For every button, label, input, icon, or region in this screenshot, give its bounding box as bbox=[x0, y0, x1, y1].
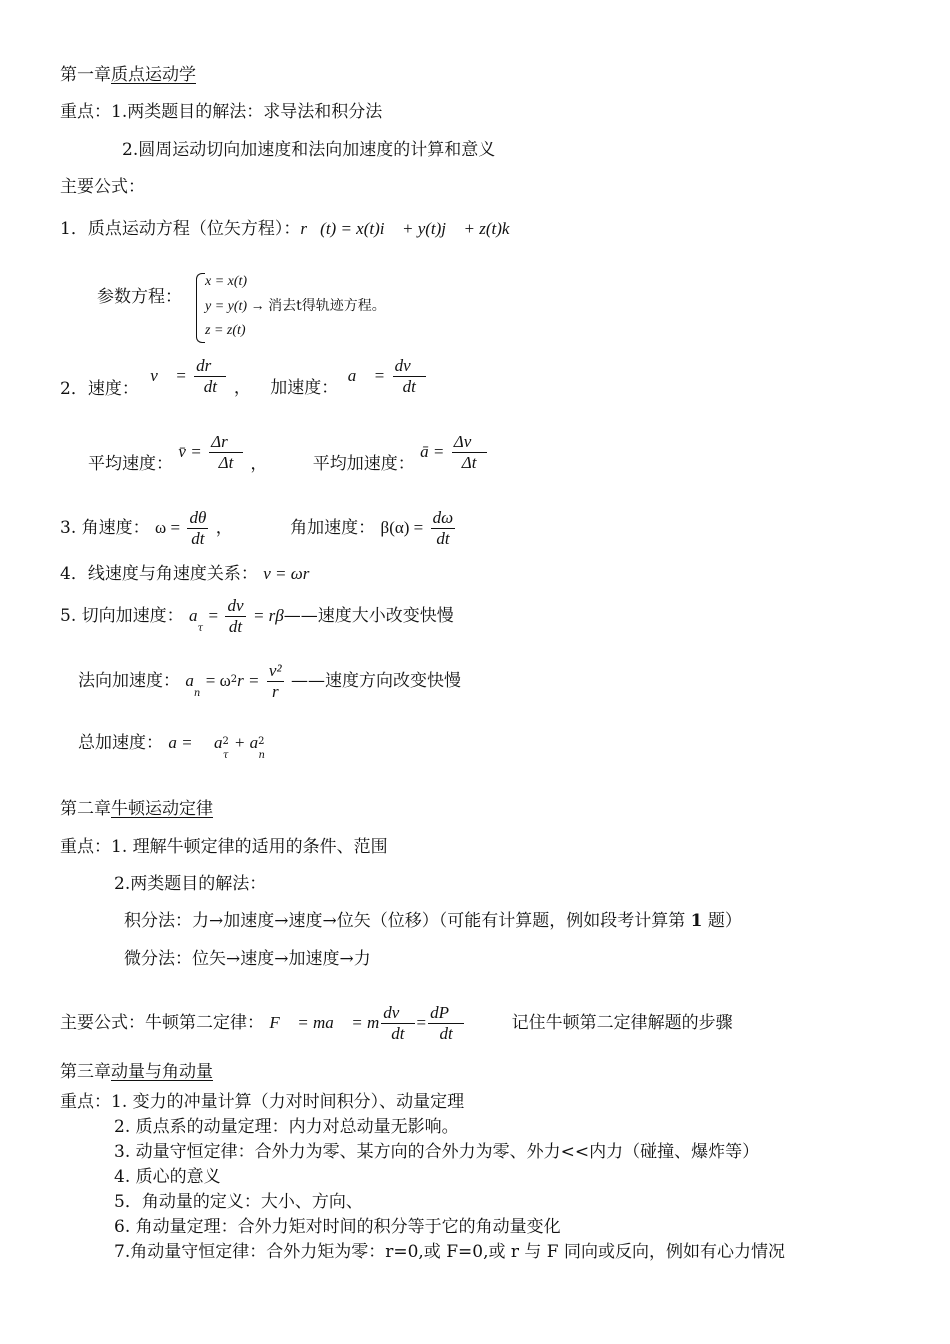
chapter3-item-6: 6. 角动量定理：合外力矩对时间的积分等于它的角动量变化 bbox=[114, 1217, 561, 1237]
linear-angular-label: 4．线速度与角速度关系： bbox=[60, 564, 258, 584]
normal-sup: 2 bbox=[230, 674, 238, 685]
chapter2-title bbox=[60, 798, 213, 820]
tangential-den: dt bbox=[228, 617, 243, 636]
chapter2-key2b: 微分法：位矢→速度→加速度→力 bbox=[124, 949, 371, 969]
total-lhs: a = bbox=[168, 733, 193, 752]
velocity-fraction bbox=[194, 356, 226, 397]
angular-acceleration-num: dω bbox=[432, 508, 454, 527]
velocity-formula bbox=[150, 356, 228, 397]
newton-note: 记住牛顿第二定律解题的步骤 bbox=[511, 1013, 733, 1033]
param-z: z = z(t) bbox=[205, 323, 246, 338]
chapter1-formulas-label: 主要公式： bbox=[60, 177, 145, 197]
tangential-sub: τ bbox=[197, 623, 204, 634]
angular-acceleration-label: 角加速度： bbox=[290, 518, 376, 538]
avg-velocity-lhs: v̄ = bbox=[178, 442, 202, 461]
formula-velocity-row bbox=[60, 356, 428, 409]
total-a1: a bbox=[214, 733, 223, 752]
chapter3-item-4: 4. 质心的意义 bbox=[114, 1167, 221, 1187]
avg-sep: ， bbox=[250, 454, 268, 474]
chapter3-item-3: 3. 动量守恒定律：合外力为零、某方向的合外力为零、外力<<内力（碰撞、爆炸等） bbox=[114, 1142, 760, 1162]
chapter2-formula bbox=[60, 1003, 733, 1044]
avg-velocity-num: Δr⃗ bbox=[211, 432, 241, 451]
formula-angular-row bbox=[60, 508, 457, 549]
angular-velocity-lhs: ω = bbox=[155, 518, 181, 537]
linear-angular-expr: v = ωr bbox=[263, 564, 310, 583]
chapter1-title-prefix: 第一章 bbox=[60, 65, 111, 85]
formula1-label: 1．质点运动方程（位矢方程）： bbox=[60, 219, 301, 239]
normal-note: ——速度方向改变快慢 bbox=[290, 671, 461, 691]
avg-acceleration-lhs: ā = bbox=[420, 442, 445, 461]
param-note: 消去t得轨迹方程。 bbox=[268, 298, 386, 314]
newton-eq: = bbox=[416, 1013, 427, 1032]
avg-velocity-fraction bbox=[209, 432, 243, 473]
param-brace bbox=[196, 273, 205, 343]
angular-acceleration-lhs: β(α) = bbox=[380, 518, 424, 537]
normal-num: v² bbox=[268, 661, 282, 680]
avg-acceleration-den: Δt bbox=[461, 453, 477, 472]
acceleration-formula bbox=[348, 356, 428, 397]
angular-velocity-fraction bbox=[187, 508, 208, 549]
newton-den1: dt bbox=[391, 1024, 405, 1043]
tangential-fraction bbox=[225, 596, 245, 637]
tangential-rhs: = rβ bbox=[252, 606, 284, 625]
chapter1-title bbox=[60, 64, 207, 86]
chapter1-title-main: 质点运动学 bbox=[111, 65, 196, 85]
formula-tangential bbox=[60, 596, 454, 637]
avg-acceleration-formula bbox=[420, 432, 488, 473]
normal-label: 法向加速度： bbox=[78, 671, 180, 691]
avg-acceleration-num: Δv⃗ bbox=[453, 432, 485, 451]
normal-fraction bbox=[267, 661, 284, 702]
total-a2-sub: n bbox=[258, 750, 265, 761]
avg-acceleration-label: 平均加速度： bbox=[312, 454, 415, 474]
velocity-lhs: v⃗ = bbox=[150, 366, 187, 385]
formula-position-vector bbox=[60, 218, 523, 240]
chapter3-title bbox=[60, 1061, 213, 1083]
avg-velocity-label: 平均速度： bbox=[88, 454, 173, 474]
chapter1-key1-text: 1.两类题目的解法：求导法和积分法 bbox=[111, 102, 383, 122]
tangential-note: ——速度大小改变快慢 bbox=[283, 606, 454, 626]
total-a1-sub: τ bbox=[222, 750, 229, 761]
velocity-label: 2．速度： bbox=[60, 379, 139, 399]
normal-omega: = ω bbox=[205, 671, 231, 690]
total-a1-sup: 2 bbox=[222, 736, 229, 747]
normal-lhs: a bbox=[185, 671, 194, 690]
chapter2-key1 bbox=[60, 836, 388, 858]
formula-normal bbox=[78, 661, 461, 702]
newton-fraction-2 bbox=[428, 1003, 464, 1044]
acceleration-den: dt bbox=[402, 377, 416, 396]
param-x: x = x(t) bbox=[205, 274, 248, 289]
angular-acceleration-fraction bbox=[431, 508, 456, 549]
newton-label: 主要公式：牛顿第二定律： bbox=[60, 1013, 264, 1033]
formula1-expression: r⃗(t) = x(t)i⃗ + y(t)j⃗ + z(t)k⃗ bbox=[300, 219, 523, 238]
param-y bbox=[205, 297, 386, 316]
chapter2-key2a bbox=[124, 910, 742, 932]
acceleration-lhs: a⃗ = bbox=[347, 366, 386, 385]
chapter2-key2a-text: 积分法：力→加速度→速度→位矢（位移）（可能有计算题，例如段考计算第 bbox=[124, 911, 691, 931]
chapter3-title-main: 动量与角动量 bbox=[111, 1062, 213, 1082]
chapter3-item-7: 7.角动量守恒定律：合外力矩为零：r=0,或 F=0,或 r 与 F 同向或反向，例如有心力情况 bbox=[114, 1242, 786, 1262]
chapter2-title-prefix: 第二章 bbox=[60, 799, 111, 819]
chapter1-key1 bbox=[60, 101, 382, 123]
angular-velocity-num: dθ bbox=[189, 508, 207, 527]
avg-velocity-den: Δt bbox=[218, 453, 234, 472]
tangential-num: dv bbox=[227, 596, 244, 615]
angular-velocity-den: dt bbox=[191, 529, 205, 548]
avg-acceleration-fraction bbox=[452, 432, 487, 473]
chapter3-item-2: 2. 质点系的动量定理：内力对总动量无影响。 bbox=[114, 1117, 459, 1137]
acceleration-num: dv⃗ bbox=[394, 356, 424, 375]
chapter2-key-label: 重点： bbox=[60, 837, 111, 857]
chapter3-key-label: 重点： bbox=[60, 1092, 111, 1112]
tangential-eq: = bbox=[208, 606, 219, 625]
newton-fraction-1 bbox=[381, 1003, 414, 1044]
chapter3-item-1-text: 1. 变力的冲量计算（力对时间积分）、动量定理 bbox=[111, 1092, 465, 1112]
chapter2-title-main: 牛顿运动定律 bbox=[111, 799, 213, 819]
newton-den2: dt bbox=[439, 1024, 453, 1043]
chapter2-key2: 2.两类题目的解法： bbox=[114, 874, 267, 894]
tangential-lhs: a bbox=[189, 606, 198, 625]
acceleration-fraction bbox=[393, 356, 426, 397]
velocity-den: dt bbox=[203, 377, 217, 396]
tangential-label: 5. 切向加速度： bbox=[60, 606, 184, 626]
newton-num1: dv⃗ bbox=[383, 1003, 413, 1022]
chapter3-title-prefix: 第三章 bbox=[60, 1062, 111, 1082]
param-y-expr: y = y(t) → bbox=[205, 299, 265, 314]
angular-sep: ， bbox=[215, 518, 233, 538]
normal-den: r bbox=[271, 682, 279, 701]
chapter2-key2a-bold: 1 bbox=[690, 911, 703, 931]
normal-r: r = bbox=[237, 671, 260, 690]
newton-num2: dP⃗ bbox=[430, 1003, 463, 1022]
normal-sub: n bbox=[193, 688, 201, 699]
chapter3-item-1 bbox=[60, 1091, 464, 1113]
total-plus: + a bbox=[233, 733, 259, 752]
chapter1-key2: 2.圆周运动切向加速度和法向加速度的计算和意义 bbox=[122, 140, 496, 160]
avg-velocity-formula bbox=[178, 432, 245, 473]
formula-total bbox=[78, 732, 265, 761]
total-a2-sup: 2 bbox=[258, 736, 265, 747]
param-equation-label: 参数方程： bbox=[97, 287, 182, 307]
angular-velocity-label: 3. 角速度： bbox=[60, 518, 150, 538]
total-label: 总加速度： bbox=[78, 733, 163, 753]
newton-lhs: F⃗ = ma⃗ = m bbox=[269, 1013, 380, 1032]
chapter2-key1-text: 1. 理解牛顿定律的适用的条件、范围 bbox=[111, 837, 388, 857]
formula-linear-angular bbox=[60, 563, 309, 585]
angular-acceleration-den: dt bbox=[436, 529, 450, 548]
velocity-sep: ， bbox=[233, 378, 251, 398]
chapter2-key2a-end: 题） bbox=[702, 911, 742, 931]
chapter3-item-5: 5．角动量的定义：大小、方向、 bbox=[114, 1192, 363, 1212]
chapter1-key-label: 重点： bbox=[60, 102, 111, 122]
velocity-num: dr⃗ bbox=[196, 356, 225, 375]
acceleration-label: 加速度： bbox=[270, 378, 339, 398]
